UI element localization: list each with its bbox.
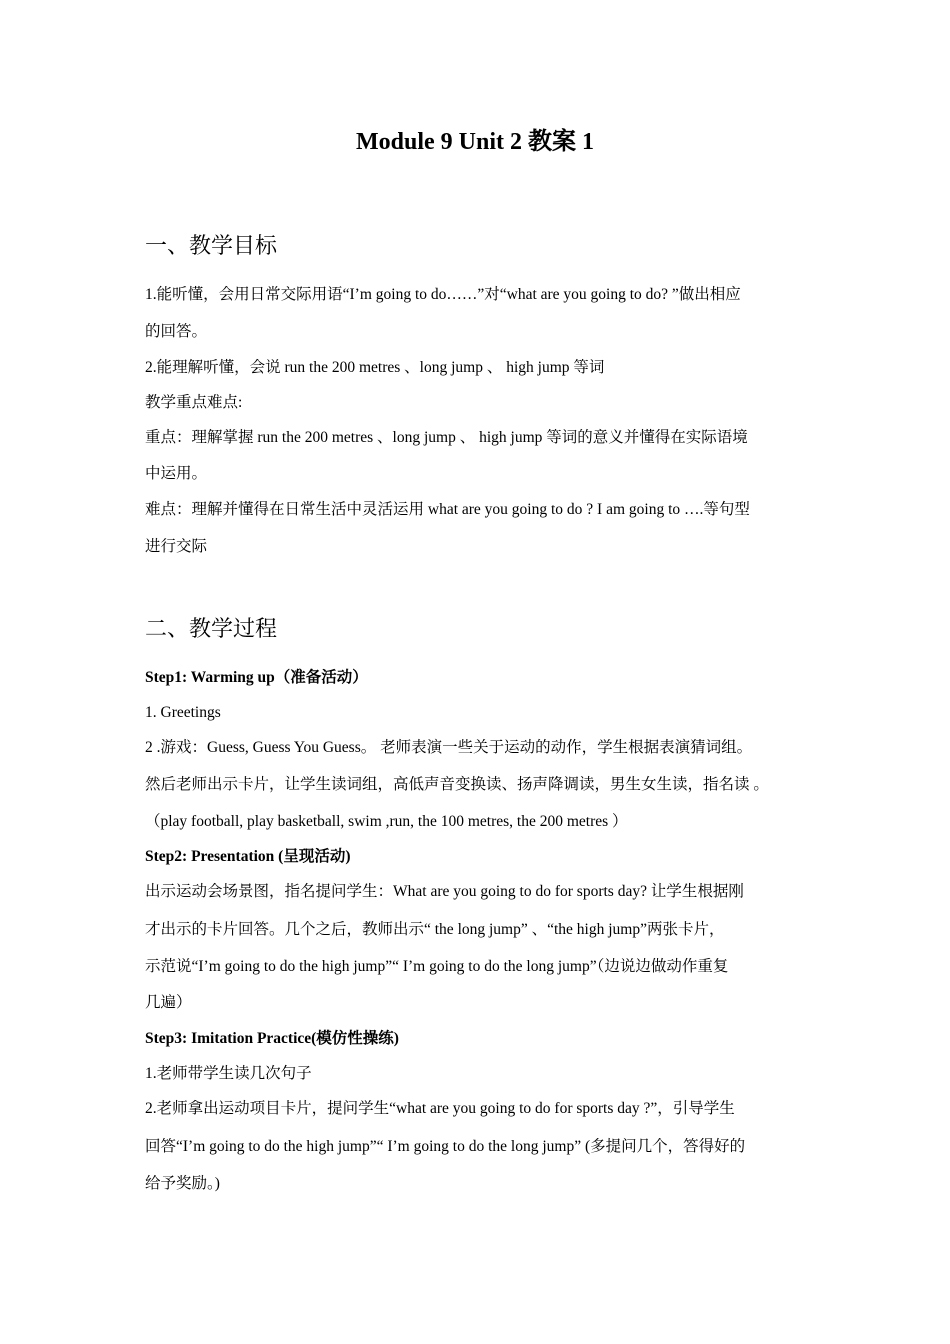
paragraph-line: 然后老师出示卡片，让学生读词组，高低声音变换读、扬声降调读，男生女生读，指名读 。 — [145, 776, 769, 793]
paragraph-line: （play football, play basketball, swim ,run, the 100 metres, the 200 metres ） — [145, 813, 628, 830]
paragraph-line: 2.能理解听懂，会说 run the 200 metres 、long jump 、 high jump 等词 — [145, 359, 605, 376]
paragraph-line: 几遍） — [145, 994, 192, 1011]
paragraph-line: 1. Greetings — [145, 704, 221, 721]
paragraph-line: 给予奖励。) — [145, 1175, 220, 1192]
paragraph-line: 难点：理解并懂得在日常生活中灵活运用 what are you going to do ? I am going to ….等句型 — [145, 501, 750, 518]
paragraph-line: 示范说“I’m going to do the high jump”“ I’m going to do the long jump”（边说边做动作重复 — [145, 958, 729, 975]
paragraph-line: 进行交际 — [145, 538, 208, 555]
paragraph-line: 中运用。 — [145, 465, 208, 482]
paragraph-line: 才出示的卡片回答。几个之后，教师出示“ the long jump” 、“the high jump”两张卡片， — [145, 921, 725, 938]
paragraph-line: 的回答。 — [145, 323, 208, 340]
paragraph-line: 重点：理解掌握 run the 200 metres 、long jump 、 high jump 等词的意义并懂得在实际语境 — [145, 429, 748, 446]
step1-heading: Step1: Warming up（准备活动） — [145, 669, 368, 686]
paragraph-line: 出示运动会场景图，指名提问学生：What are you going to do for sports day? 让学生根据刚 — [145, 883, 744, 900]
document-title: Module 9 Unit 2 教案 1 — [355, 129, 594, 155]
paragraph-line: 教学重点难点: — [145, 394, 243, 411]
section-heading-objectives: 一、教学目标 — [145, 233, 278, 258]
paragraph-line: 2.老师拿出运动项目卡片，提问学生“what are you going to do for sports day ?”，引导学生 — [145, 1100, 735, 1117]
paragraph-line: 2 .游戏：Guess, Guess You Guess。 老师表演一些关于运动的动作，学生根据表演猜词组。 — [145, 739, 753, 756]
step2-heading: Step2: Presentation (呈现活动) — [145, 848, 351, 865]
step3-heading: Step3: Imitation Practice(模仿性操练) — [145, 1030, 399, 1047]
paragraph-line: 1.老师带学生读几次句子 — [145, 1065, 312, 1082]
paragraph-line: 回答“I’m going to do the high jump”“ I’m going to do the long jump” (多提问几个，答得好的 — [145, 1138, 746, 1155]
section-heading-process: 二、教学过程 — [145, 616, 278, 641]
paragraph-line: 1.能听懂，会用日常交际用语“I’m going to do……”对“what are you going to do? ”做出相应 — [145, 286, 741, 303]
